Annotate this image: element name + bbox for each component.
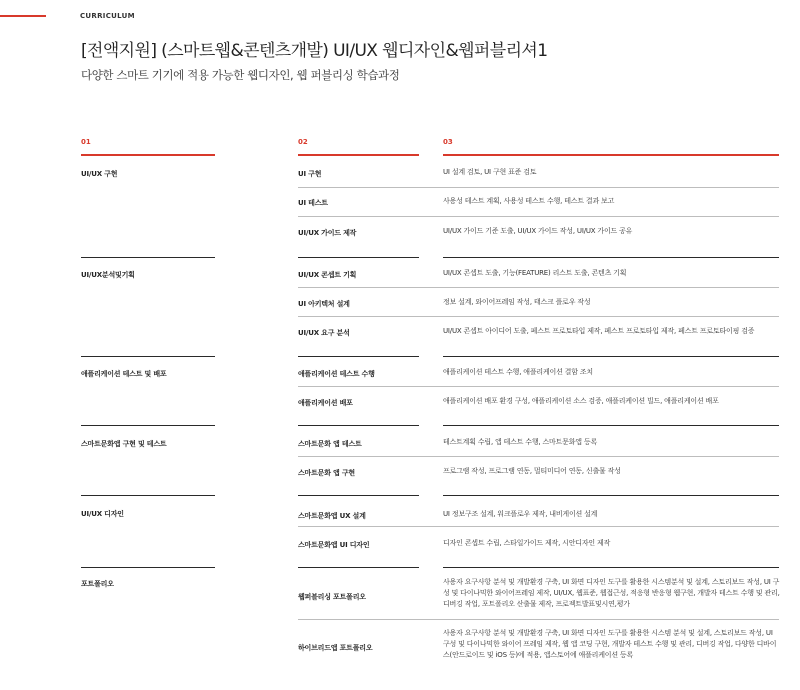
row-divider [298,619,779,620]
unit-detail: 프로그램 작성, 프로그램 연동, 멀티미디어 연동, 신출물 작성 [443,467,621,475]
row-divider [298,187,779,188]
column-header-02: 02 [298,138,308,146]
unit-detail: UI/UX 가이드 기준 도출, UI/UX 가이드 작성, UI/UX 가이드 공유 [443,227,633,235]
unit-detail: UI/UX 콘셉트 아이디어 도출, 페스트 프로토타입 제작, 페스트 프로토타입 제작, 페스트 프로토타이핑 검증 [443,327,755,335]
module-group-name: 스마트문화앱 구현 및 테스트 [81,440,167,448]
group-divider [81,567,215,568]
unit-name: 하이브리드앱 포트폴리오 [298,644,373,652]
group-divider [298,425,419,426]
course-subtitle: 다양한 스마트 기기에 적용 가능한 웹디자인, 웹 퍼블리싱 학습과정 [81,68,400,82]
unit-detail: 사용자 요구사항 분석 및 개발환경 구축, UI 화면 디자인 도구를 활용한 시스템 분석 및 설계, 스토리보드 작성, UI 구성 및 다이나믹한 와이어 프레임 제작, 웹 앱 코딩 구현, 개발자 테스트 수행 및 관리, 디버깅 작업, 다양한 디바이스(안드로이드 및 iOS 등)에 적용, 앱스토어에 애플리케이션 등록 [443,629,777,659]
group-divider [81,495,215,496]
row-divider [298,386,779,387]
unit-name: UI/UX 콘셉트 기획 [298,271,357,279]
column-header-01: 01 [81,138,91,146]
unit-name: 스마트문화 앱 구현 [298,469,355,477]
unit-detail: 애플리케이션 배포 환경 구성, 애플리케이션 소스 검증, 애플리케이션 빌드, 애플리케이션 배포 [443,397,719,405]
group-divider [443,495,779,496]
module-group-name: UI/UX 디자인 [81,510,124,518]
group-divider [81,257,215,258]
group-divider [298,495,419,496]
unit-name: 스마트문화 앱 테스트 [298,440,362,448]
unit-detail: 정보 설계, 와이어프레임 작성, 태스크 플로우 작성 [443,298,591,306]
unit-name: 애플리케이션 테스트 수행 [298,370,375,378]
group-divider [443,425,779,426]
unit-name: 웹퍼블리싱 포트폴리오 [298,593,366,601]
module-group-name: UI/UX분석및기획 [81,271,135,279]
group-divider [81,356,215,357]
module-group-name: UI/UX 구현 [81,170,118,178]
group-divider [443,257,779,258]
group-divider [298,257,419,258]
unit-detail: UI 정보구조 설계, 워크플로우 제작, 내비게이션 설계 [443,510,598,518]
column-header-03: 03 [443,138,453,146]
unit-name: UI 아키텍처 설계 [298,300,350,308]
group-divider [81,425,215,426]
header-accent-line [0,15,46,17]
row-divider [298,216,779,217]
course-title: [전액지원] (스마트웹&콘텐츠개발) UI/UX 웹디자인&웹퍼블리셔1 [81,41,548,61]
group-divider [443,356,779,357]
row-divider [298,316,779,317]
group-divider [298,567,419,568]
unit-detail: UI 설계 검토, UI 구현 표준 검토 [443,168,537,176]
row-divider [298,287,779,288]
module-group-name: 포트폴리오 [81,580,114,588]
unit-detail: UI/UX 콘셉트 도출, 기능(FEATURE) 리스트 도출, 콘텐츠 기획 [443,269,627,277]
group-divider [298,356,419,357]
unit-name: UI 테스트 [298,199,328,207]
unit-detail: 사용자 요구사항 분석 및 개발환경 구축, UI 화면 디자인 도구를 활용한 시스템분석 및 설계, 스토리보드 작성, UI 구성 및 다이나믹한 와이어프레임 제작, UI/UX, 웹표준, 웹접근성, 적응형 반응형 웹구현, 개발자 테스트 수행 및 관리, 디버깅 작업, 포트폴리오 산출물 제작, 프로젝트발표및시연,평가 [443,578,780,608]
unit-name: UI 구현 [298,170,322,178]
column-rule-03 [443,154,779,156]
unit-name: 스마트문화앱 UI 디자인 [298,541,370,549]
unit-detail: 애플리케이션 테스트 수행, 애플리케이션 결함 조치 [443,368,593,376]
unit-detail: 테스트계획 수립, 앱 테스트 수행, 스마트문화앱 등록 [443,438,598,446]
unit-detail: 사용성 테스트 계획, 사용성 테스트 수행, 테스트 결과 보고 [443,197,615,205]
unit-name: 애플리케이션 배포 [298,399,353,407]
column-rule-01 [81,154,215,156]
row-divider [298,456,779,457]
unit-name: UI/UX 가이드 제작 [298,229,357,237]
unit-name: UI/UX 요구 분석 [298,329,350,337]
unit-detail: 디자인 콘셉트 수립, 스타일가이드 제작, 시안디자인 제작 [443,539,611,547]
unit-name: 스마트문화앱 UX 설계 [298,512,366,520]
row-divider [298,526,779,527]
group-divider [443,567,779,568]
module-group-name: 애플리케이션 테스트 및 배포 [81,370,167,378]
column-rule-02 [298,154,419,156]
section-tag: CURRICULUM [80,12,135,20]
